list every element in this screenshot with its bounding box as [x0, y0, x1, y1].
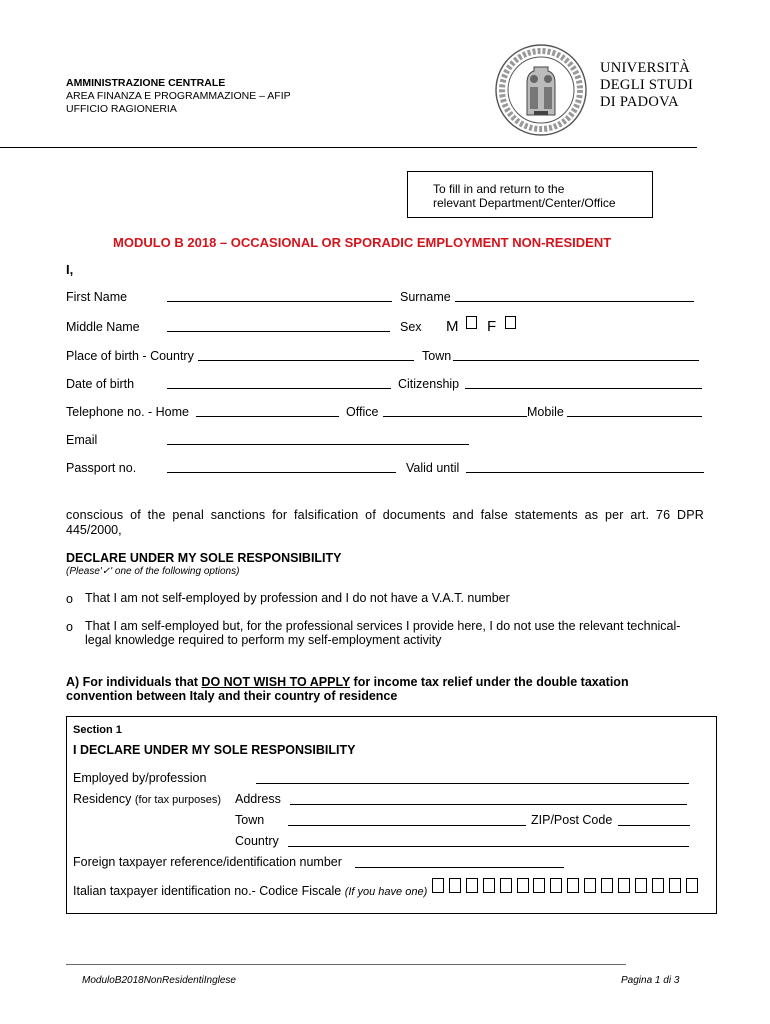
codice-fiscale-char-box[interactable] [601, 878, 613, 893]
codice-fiscale-char-box[interactable] [567, 878, 579, 893]
sex-label: Sex [400, 320, 422, 334]
section1-heading: I DECLARE UNDER MY SOLE RESPONSIBILITY [73, 743, 356, 757]
zip-label: ZIP/Post Code [531, 813, 613, 827]
footer-page-number: Pagina 1 di 3 [621, 975, 680, 986]
date-of-birth-field[interactable] [167, 388, 391, 389]
codice-fiscale-char-box[interactable] [517, 878, 529, 893]
return-line2: relevant Department/Center/Office [433, 196, 616, 210]
sex-m-label: M [446, 318, 459, 335]
codice-fiscale-char-box[interactable] [550, 878, 562, 893]
foreign-ref-field[interactable] [355, 867, 564, 868]
first-name-label: First Name [66, 290, 128, 304]
section1-label: Section 1 [73, 724, 122, 736]
codice-fiscale-char-box[interactable] [652, 878, 664, 893]
footer-divider [66, 964, 626, 965]
country-label: Country [235, 834, 279, 848]
employed-field[interactable] [256, 783, 689, 784]
option2-text-line1: That I am self-employed but, for the professional services I provide here, I do not use the relevant technical- [85, 619, 681, 633]
country-field[interactable] [288, 846, 689, 847]
middle-name-label: Middle Name [66, 320, 140, 334]
italian-id-label [73, 884, 427, 898]
office-name: AMMINISTRAZIONE CENTRALE [66, 77, 226, 89]
university-name-line1: UNIVERSITÀ [600, 60, 690, 76]
section-a-suffix: for income tax relief under the double taxation [350, 675, 629, 689]
italian-id-note: (If you have one) [344, 886, 428, 898]
address-field[interactable] [290, 804, 687, 805]
codice-fiscale-char-box[interactable] [483, 878, 495, 893]
university-name-line2: DEGLI STUDI [600, 77, 694, 93]
university-name-line3: DI PADOVA [600, 94, 679, 110]
sex-m-checkbox[interactable] [466, 316, 477, 329]
town-field[interactable] [453, 360, 699, 361]
residency-text: Residency [73, 792, 132, 806]
valid-until-label: Valid until [406, 461, 460, 475]
form-title: MODULO B 2018 – OCCASIONAL OR SPORADIC EMPLOYMENT NON-RESIDENT [113, 235, 612, 250]
codice-fiscale-char-box[interactable] [533, 878, 545, 893]
surname-label: Surname [400, 290, 451, 304]
foreign-ref-label: Foreign taxpayer reference/identification number [73, 855, 342, 869]
codice-fiscale-char-box[interactable] [500, 878, 512, 893]
town-label: Town [422, 349, 452, 363]
intro-text: I, [66, 262, 74, 277]
codice-fiscale-char-box[interactable] [669, 878, 681, 893]
codice-fiscale-char-box[interactable] [466, 878, 478, 893]
telephone-home-label: Telephone no. - Home [66, 405, 189, 419]
email-field[interactable] [167, 444, 469, 445]
residency-note: (for tax purposes) [134, 794, 222, 806]
date-of-birth-label: Date of birth [66, 377, 135, 391]
office-unit: UFFICIO RAGIONERIA [66, 103, 177, 115]
conscious-text-line2: 445/2000, [66, 523, 122, 537]
codice-fiscale-char-box[interactable] [449, 878, 461, 893]
mobile-field[interactable] [567, 416, 702, 417]
codice-fiscale-char-box[interactable] [635, 878, 647, 893]
passport-field[interactable] [167, 472, 396, 473]
office-phone-label: Office [346, 405, 379, 419]
footer-filename: ModuloB2018NonResidentiInglese [82, 975, 236, 986]
citizenship-field[interactable] [465, 388, 702, 389]
section-a-heading-line2: convention between Italy and their country of residence [66, 689, 398, 703]
return-line1: To fill in and return to the [433, 182, 565, 196]
citizenship-label: Citizenship [398, 377, 460, 391]
header-divider [0, 147, 697, 148]
codice-fiscale-char-box[interactable] [686, 878, 698, 893]
place-of-birth-field[interactable] [198, 360, 414, 361]
mobile-label: Mobile [527, 405, 564, 419]
italian-id-text: Italian taxpayer identification no.- Codice Fiscale [73, 884, 342, 898]
return-instructions-box [407, 171, 653, 218]
address-label: Address [235, 792, 281, 806]
residency-label [73, 792, 221, 806]
section-a-heading [66, 675, 629, 689]
university-name [600, 60, 693, 111]
codice-fiscale-char-box[interactable] [432, 878, 444, 893]
sex-f-label: F [487, 318, 497, 335]
sex-f-checkbox[interactable] [505, 316, 516, 329]
office-phone-field[interactable] [383, 416, 527, 417]
option1-text: That I am not self-employed by profession and I do not have a V.A.T. number [85, 591, 510, 605]
section1-town-field[interactable] [288, 825, 526, 826]
office-area: AREA FINANZA E PROGRAMMAZIONE – AFIP [66, 90, 291, 102]
option2-bullet[interactable]: o [66, 620, 73, 634]
declare-hint: (Please'✓' one of the following options) [66, 566, 240, 577]
codice-fiscale-char-box[interactable] [584, 878, 596, 893]
section1-town-label: Town [235, 813, 265, 827]
section-a-emphasis: DO NOT WISH TO APPLY [201, 675, 351, 689]
valid-until-field[interactable] [466, 472, 704, 473]
first-name-field[interactable] [167, 301, 392, 302]
option2-text-line2: legal knowledge required to perform my self-employment activity [85, 633, 442, 647]
telephone-home-field[interactable] [196, 416, 339, 417]
section-a-prefix: A) For individuals that [66, 675, 202, 689]
university-seal-logo [494, 43, 588, 137]
email-label: Email [66, 433, 98, 447]
option1-bullet[interactable]: o [66, 592, 73, 606]
employed-label: Employed by/profession [73, 771, 207, 785]
codice-fiscale-char-box[interactable] [618, 878, 630, 893]
place-of-birth-label: Place of birth - Country [66, 349, 194, 363]
zip-field[interactable] [618, 825, 690, 826]
middle-name-field[interactable] [167, 331, 390, 332]
passport-label: Passport no. [66, 461, 137, 475]
conscious-text-line1: conscious of the penal sanctions for falsification of documents and false statements as per art. 76 DPR [66, 508, 704, 522]
declare-heading: DECLARE UNDER MY SOLE RESPONSIBILITY [66, 551, 342, 565]
surname-field[interactable] [455, 301, 694, 302]
